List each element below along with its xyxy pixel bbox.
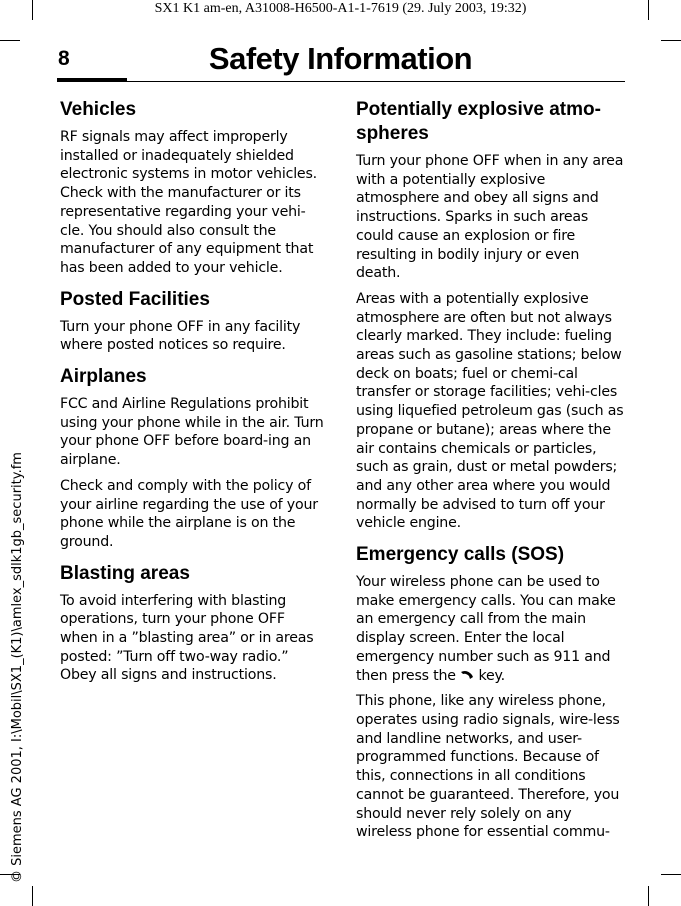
section-heading: Blasting areas <box>60 562 190 584</box>
key-suffix-text: key. <box>474 667 505 684</box>
paragraph: RF signals may affect improperly installed or inadequately shielded electronic systems in motor vehicles. Check with the manufacturer or its representative regarding your vehi-cle. You should also consult the manufacturer of any equipment that has been added to your vehicle. <box>60 129 317 276</box>
paragraph: Turn your phone OFF in any facility where posted notices so require. <box>60 318 301 354</box>
section-emergency-calls <box>356 543 624 842</box>
paragraph: Turn your phone OFF when in any area with a potentially explosive atmosphere and obey all signs and instructions. Sparks in such areas could cause an explosion or fire resulting in bodily injury or even death. <box>356 153 624 282</box>
paragraph: Check and comply with the policy of your airline regarding the use of your phone while the airplane is on the ground. <box>60 477 318 550</box>
left-column <box>60 98 326 695</box>
crop-mark-bottom-right-v <box>648 886 649 906</box>
section-blasting-areas <box>60 562 326 686</box>
section-heading: Posted Facilities <box>60 288 210 310</box>
header-rule-thick <box>57 78 127 82</box>
section-heading: Potentially explosive atmo-spheres <box>356 99 601 144</box>
section-heading: Emergency calls (SOS) <box>356 544 565 566</box>
section-vehicles <box>60 98 326 278</box>
crop-mark-top-left-v <box>32 0 33 20</box>
section-explosive-atmospheres <box>356 98 624 533</box>
paragraph: Areas with a potentially explosive atmosphere are often but not always clearly marked. They include: fueling areas such as gasoline stations; below deck on boats; fuel or chemi-cal transfer or storage facilities; vehi-cles using liquefied petroleum gas (such as propane or butane); areas where the air contains chemicals or particles, such as grain, dust or metal powders; and any other area where you would normally be advised to turn off your vehicle engine. <box>356 290 624 532</box>
page-number: 8 <box>58 47 70 70</box>
paragraph-text: Your wireless phone can be used to make emergency calls. You can make an emergency call from the main display screen. Enter the local emergency number such as 911 and then press the <box>356 574 616 684</box>
paragraph: FCC and Airline Regulations prohibit using your phone while in the air. Turn your phone OFF before board-ing an airplane. <box>60 396 324 469</box>
paragraph: To avoid interfering with blasting operations, turn your phone OFF when in a ”blasting area” or in areas posted: ”Turn off two-way radio.” Obey all signs and instructions. <box>60 592 314 684</box>
right-column <box>356 98 624 852</box>
crop-mark-top-right-v <box>648 0 649 20</box>
crop-mark-bottom-left-v <box>32 886 33 906</box>
paragraph <box>356 573 624 685</box>
document-header-line: SX1 K1 am-en, A31008-H6500-A1-1-7619 (29. July 2003, 19:32) <box>154 1 527 16</box>
page-title: Safety Information <box>208 41 473 76</box>
section-heading: Airplanes <box>60 366 147 388</box>
section-heading: Vehicles <box>60 99 137 120</box>
side-margin-text: © Siemens AG 2001, I:\Mobil\SX1_(K1)\amlex_sdlk1gb_security.fm <box>10 452 25 883</box>
section-posted-facilities <box>60 288 326 355</box>
header-rule-thin <box>127 81 625 82</box>
end-call-key-icon <box>460 669 474 681</box>
crop-mark-bottom-right-h <box>661 874 681 875</box>
section-airplanes <box>60 365 326 552</box>
paragraph: This phone, like any wireless phone, operates using radio signals, wire-less and landline networks, and user-programmed functions. Because of this, connections in all conditions cannot be guaranteed. Therefore, you should never rely solely on any wireless phone for essential commu- <box>356 693 620 841</box>
